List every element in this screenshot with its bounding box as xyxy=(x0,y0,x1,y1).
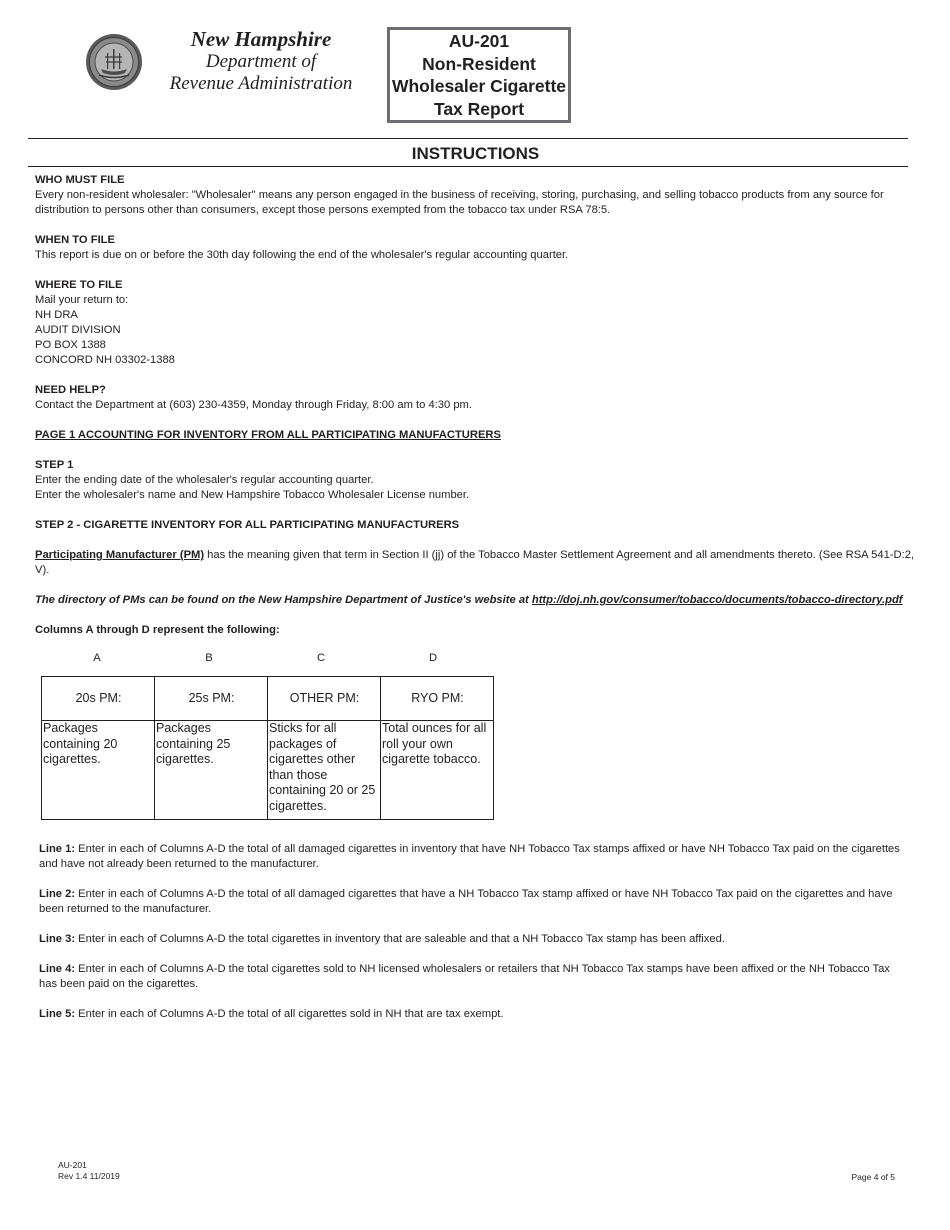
who-must-file-text: Every non-resident wholesaler: "Wholesaler" means any person engaged in the business of receiving, storing, purchasing, and selling tobacco products from any source for distribution to persons other than consumers, except those persons exempted from the tobacco tax under RSA 78:5. xyxy=(35,189,884,216)
pm-definition-text: has the meaning given that term in Section II (jj) of the Tobacco Master Settlement Agreement and all amendments thereto. (See RSA 541-D:2, V). xyxy=(35,549,915,576)
agency-line-2: Department of xyxy=(205,51,317,72)
line-label: Line 4: xyxy=(39,963,76,975)
agency-line-3: Revenue Administration xyxy=(169,73,353,94)
line-instruction xyxy=(39,962,909,992)
column-label: 20s PM: xyxy=(42,677,155,721)
instructions-body xyxy=(35,173,920,638)
column-letters xyxy=(41,651,489,666)
form-title-box xyxy=(387,27,571,123)
line-instruction xyxy=(39,842,909,872)
form-title-line-2: Wholesaler Cigarette xyxy=(391,76,567,96)
line-text: Enter in each of Columns A-D the total of all damaged cigarettes in inventory that have NH Tobacco Tax stamps affixed or have NH Tobacco Tax paid on the cigarettes and have not already been returned to the manufacturer. xyxy=(39,843,900,870)
directory-note xyxy=(35,593,920,608)
agency-name-block xyxy=(150,27,372,95)
agency-name: New Hampshire xyxy=(190,27,332,51)
pm-term: Participating Manufacturer (PM) xyxy=(35,549,205,561)
directory-link[interactable]: http://doj.nh.gov/consumer/tobacco/documents/tobacco-directory.pdf xyxy=(531,594,903,606)
when-to-file-text: This report is due on or before the 30th day following the end of the wholesaler's regular accounting quarter. xyxy=(35,249,569,261)
form-id: AU-201 xyxy=(448,31,510,51)
divider-bottom xyxy=(28,166,908,167)
column-label: RYO PM: xyxy=(381,677,494,721)
columns-table xyxy=(41,676,494,820)
address-line: PO BOX 1388 xyxy=(35,339,106,351)
address-line: AUDIT DIVISION xyxy=(35,324,121,336)
column-description: Packages containing 25 cigarettes. xyxy=(155,721,268,820)
need-help-text: Contact the Department at (603) 230-4359, Monday through Friday, 8:00 am to 4:30 pm. xyxy=(35,399,472,411)
step1-line-1: Enter the ending date of the wholesaler's regular accounting quarter. xyxy=(35,474,374,486)
page-number: Page 4 of 5 xyxy=(851,1172,895,1182)
state-seal-logo xyxy=(85,33,143,91)
divider-top xyxy=(28,138,908,139)
page1-section-heading: PAGE 1 ACCOUNTING FOR INVENTORY FROM ALL PARTICIPATING MANUFACTURERS xyxy=(35,429,501,441)
column-label: 25s PM: xyxy=(155,677,268,721)
column-letter: C xyxy=(316,652,326,664)
need-help-heading: NEED HELP? xyxy=(35,384,106,396)
line-text: Enter in each of Columns A-D the total of all damaged cigarettes that have a NH Tobacco Tax stamp affixed or have NH Tobacco Tax paid on the cigarettes and have been returned to the manufacturer. xyxy=(39,888,893,915)
column-description: Packages containing 20 cigarettes. xyxy=(42,721,155,820)
directory-text: The directory of PMs can be found on the New Hampshire Department of Justice's website at xyxy=(35,594,532,606)
columns-header-row xyxy=(42,677,494,721)
page-title: INSTRUCTIONS xyxy=(411,144,540,163)
line-label: Line 1: xyxy=(39,843,76,855)
footer-revision: Rev 1.4 11/2019 xyxy=(58,1171,120,1181)
line-text: Enter in each of Columns A-D the total cigarettes sold to NH licensed wholesalers or retailers that NH Tobacco Tax stamps have been affixed or the NH Tobacco Tax has been paid on the cigarettes. xyxy=(39,963,890,990)
where-to-file-heading: WHERE TO FILE xyxy=(35,279,123,291)
line-instructions xyxy=(39,842,909,1037)
address-line: CONCORD NH 03302-1388 xyxy=(35,354,175,366)
line-label: Line 3: xyxy=(39,933,76,945)
footer-form-info xyxy=(58,1160,120,1182)
who-must-file-heading: WHO MUST FILE xyxy=(35,174,125,186)
columns-heading: Columns A through D represent the following: xyxy=(35,624,280,636)
form-title-line-3: Tax Report xyxy=(433,98,525,119)
column-label: OTHER PM: xyxy=(268,677,381,721)
line-text: Enter in each of Columns A-D the total cigarettes in inventory that are saleable and that a NH Tobacco Tax stamp has been affixed. xyxy=(75,933,725,945)
columns-description-row xyxy=(42,721,494,820)
line-label: Line 2: xyxy=(39,888,76,900)
line-label: Line 5: xyxy=(39,1008,76,1020)
step1-line-2: Enter the wholesaler's name and New Hampshire Tobacco Wholesaler License number. xyxy=(35,489,470,501)
footer-form-id: AU-201 xyxy=(58,1160,87,1170)
column-letter: A xyxy=(93,652,101,664)
when-to-file-heading: WHEN TO FILE xyxy=(35,234,115,246)
line-instruction xyxy=(39,932,909,947)
line-instruction xyxy=(39,887,909,917)
column-description: Total ounces for all roll your own cigarette tobacco. xyxy=(381,721,494,820)
column-letter: B xyxy=(205,652,213,664)
column-description: Sticks for all packages of cigarettes other than those containing 20 or 25 cigarettes. xyxy=(268,721,381,820)
mail-instruction: Mail your return to: xyxy=(35,294,129,306)
column-letter: D xyxy=(428,652,438,664)
form-title-line-1: Non-Resident xyxy=(422,53,536,74)
step1-heading: STEP 1 xyxy=(35,459,74,471)
pm-definition xyxy=(35,548,920,578)
line-instruction xyxy=(39,1007,909,1022)
line-text: Enter in each of Columns A-D the total of all cigarettes sold in NH that are tax exempt. xyxy=(75,1008,504,1020)
address-line: NH DRA xyxy=(35,309,78,321)
step2-heading: STEP 2 - CIGARETTE INVENTORY FOR ALL PARTICIPATING MANUFACTURERS xyxy=(35,519,460,531)
